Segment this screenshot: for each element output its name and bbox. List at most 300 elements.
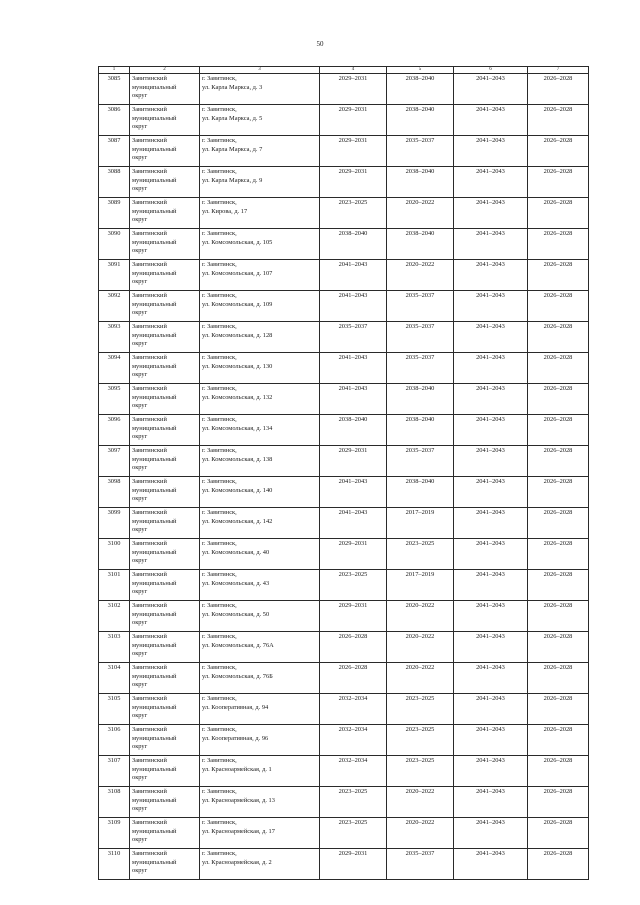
address-cell-line: г. Завитинск, [202, 726, 237, 733]
municipality-cell-line: Завитинский [132, 447, 167, 454]
period-cell-7: 2026–2028 [528, 756, 589, 787]
row-number: 3104 [99, 663, 130, 694]
address-cell [200, 694, 320, 725]
period-cell-6: 2041–2043 [454, 508, 528, 539]
municipality-cell-line: Завитинский [132, 602, 167, 609]
municipality-cell [130, 725, 200, 756]
period-cell-6: 2041–2043 [454, 198, 528, 229]
address-cell-line: ул. Карла Маркса, д. 3 [202, 83, 263, 91]
municipality-cell-line: муниципальный [132, 362, 177, 370]
municipality-cell-line: муниципальный [132, 827, 177, 835]
column-number: 6 [454, 67, 528, 74]
address-cell [200, 632, 320, 663]
period-cell-7: 2026–2028 [528, 229, 589, 260]
municipality-cell [130, 849, 200, 880]
municipality-cell-line: округ [132, 278, 148, 286]
municipality-cell-line: муниципальный [132, 548, 177, 556]
address-cell [200, 756, 320, 787]
municipality-cell-line: муниципальный [132, 114, 177, 122]
address-cell [200, 353, 320, 384]
address-cell-line: ул. Комсомольская, д. 142 [202, 517, 273, 525]
column-number: 7 [528, 67, 589, 74]
table-row [99, 508, 589, 539]
period-cell-4: 2023–2025 [320, 570, 387, 601]
period-cell-7: 2026–2028 [528, 415, 589, 446]
period-cell-6: 2041–2043 [454, 787, 528, 818]
municipality-cell-line: муниципальный [132, 238, 177, 246]
table-row [99, 818, 589, 849]
period-cell-6: 2041–2043 [454, 477, 528, 508]
period-cell-5: 2038–2040 [387, 74, 454, 105]
registry-table [98, 66, 589, 880]
period-cell-5: 2038–2040 [387, 415, 454, 446]
address-cell-line: ул. Комсомольская, д. 107 [202, 269, 273, 277]
address-cell-line: ул. Карла Маркса, д. 9 [202, 176, 263, 184]
row-number: 3090 [99, 229, 130, 260]
municipality-cell-line: муниципальный [132, 300, 177, 308]
municipality-cell [130, 291, 200, 322]
period-cell-5: 2020–2022 [387, 260, 454, 291]
municipality-cell-line: Завитинский [132, 850, 167, 857]
municipality-cell-line: муниципальный [132, 207, 177, 215]
period-cell-7: 2026–2028 [528, 632, 589, 663]
period-cell-6: 2041–2043 [454, 663, 528, 694]
municipality-cell-line: муниципальный [132, 145, 177, 153]
municipality-cell-line: округ [132, 464, 148, 472]
period-cell-6: 2041–2043 [454, 74, 528, 105]
address-cell [200, 725, 320, 756]
municipality-cell [130, 198, 200, 229]
table-row [99, 694, 589, 725]
table-row [99, 415, 589, 446]
address-cell-line: г. Завитинск, [202, 695, 237, 702]
municipality-cell [130, 229, 200, 260]
table-row [99, 477, 589, 508]
period-cell-4: 2041–2043 [320, 384, 387, 415]
address-cell [200, 322, 320, 353]
row-number: 3100 [99, 539, 130, 570]
address-cell [200, 477, 320, 508]
period-cell-6: 2041–2043 [454, 260, 528, 291]
address-cell-line: г. Завитинск, [202, 323, 237, 330]
address-cell-line: г. Завитинск, [202, 788, 237, 795]
address-cell-line: ул. Комсомольская, д. 128 [202, 331, 273, 339]
municipality-cell [130, 74, 200, 105]
address-cell-line: г. Завитинск, [202, 478, 237, 485]
municipality-cell [130, 601, 200, 632]
address-cell [200, 260, 320, 291]
table-row [99, 167, 589, 198]
period-cell-7: 2026–2028 [528, 260, 589, 291]
period-cell-6: 2041–2043 [454, 601, 528, 632]
municipality-cell [130, 136, 200, 167]
table-row [99, 663, 589, 694]
address-cell-line: ул. Комсомольская, д. 138 [202, 455, 273, 463]
table-row [99, 632, 589, 663]
period-cell-5: 2038–2040 [387, 167, 454, 198]
municipality-cell [130, 632, 200, 663]
table-row [99, 198, 589, 229]
municipality-cell-line: округ [132, 774, 148, 782]
row-number: 3087 [99, 136, 130, 167]
address-cell-line: ул. Комсомольская, д. 140 [202, 486, 273, 494]
address-cell-line: г. Завитинск, [202, 261, 237, 268]
table-header [99, 67, 589, 74]
table-row [99, 260, 589, 291]
address-cell-line: г. Завитинск, [202, 385, 237, 392]
period-cell-7: 2026–2028 [528, 353, 589, 384]
municipality-cell-line: Завитинский [132, 788, 167, 795]
table-row [99, 849, 589, 880]
municipality-cell-line: муниципальный [132, 83, 177, 91]
address-cell-line: ул. Карла Маркса, д. 5 [202, 114, 263, 122]
column-number: 1 [99, 67, 130, 74]
row-number: 3109 [99, 818, 130, 849]
municipality-cell-line: округ [132, 185, 148, 193]
municipality-cell-line: округ [132, 309, 148, 317]
period-cell-4: 2041–2043 [320, 260, 387, 291]
municipality-cell-line: муниципальный [132, 610, 177, 618]
period-cell-6: 2041–2043 [454, 756, 528, 787]
municipality-cell-line: округ [132, 743, 148, 751]
municipality-cell-line: муниципальный [132, 176, 177, 184]
row-number: 3086 [99, 105, 130, 136]
address-cell-line: г. Завитинск, [202, 199, 237, 206]
address-cell-line: г. Завитинск, [202, 137, 237, 144]
period-cell-6: 2041–2043 [454, 539, 528, 570]
period-cell-6: 2041–2043 [454, 229, 528, 260]
municipality-cell [130, 167, 200, 198]
municipality-cell-line: округ [132, 681, 148, 689]
period-cell-7: 2026–2028 [528, 322, 589, 353]
period-cell-4: 2029–2031 [320, 167, 387, 198]
municipality-cell-line: муниципальный [132, 393, 177, 401]
period-cell-4: 2032–2034 [320, 694, 387, 725]
address-cell-line: г. Завитинск, [202, 509, 237, 516]
row-number: 3098 [99, 477, 130, 508]
municipality-cell-line: муниципальный [132, 796, 177, 804]
period-cell-6: 2041–2043 [454, 322, 528, 353]
period-cell-7: 2026–2028 [528, 601, 589, 632]
row-number: 3092 [99, 291, 130, 322]
municipality-cell-line: муниципальный [132, 579, 177, 587]
address-cell-line: ул. Комсомольская, д. 76А [202, 641, 274, 649]
municipality-cell-line: муниципальный [132, 517, 177, 525]
municipality-cell-line: Завитинский [132, 509, 167, 516]
municipality-cell-line: округ [132, 92, 148, 100]
address-cell-line: г. Завитинск, [202, 447, 237, 454]
period-cell-4: 2038–2040 [320, 415, 387, 446]
address-cell-line: г. Завитинск, [202, 571, 237, 578]
address-cell-line: г. Завитинск, [202, 602, 237, 609]
municipality-cell-line: округ [132, 340, 148, 348]
municipality-cell-line: округ [132, 867, 148, 875]
municipality-cell-line: округ [132, 216, 148, 224]
period-cell-7: 2026–2028 [528, 74, 589, 105]
row-number: 3095 [99, 384, 130, 415]
table-row [99, 353, 589, 384]
table-row [99, 725, 589, 756]
municipality-cell [130, 105, 200, 136]
address-cell [200, 74, 320, 105]
row-number: 3108 [99, 787, 130, 818]
municipality-cell-line: округ [132, 712, 148, 720]
period-cell-6: 2041–2043 [454, 818, 528, 849]
period-cell-7: 2026–2028 [528, 198, 589, 229]
municipality-cell-line: муниципальный [132, 424, 177, 432]
period-cell-4: 2029–2031 [320, 601, 387, 632]
period-cell-4: 2029–2031 [320, 136, 387, 167]
period-cell-5: 2017–2019 [387, 570, 454, 601]
period-cell-7: 2026–2028 [528, 787, 589, 818]
municipality-cell-line: муниципальный [132, 734, 177, 742]
table-row [99, 787, 589, 818]
address-cell [200, 198, 320, 229]
column-number: 2 [130, 67, 200, 74]
period-cell-5: 2023–2025 [387, 725, 454, 756]
municipality-cell-line: Завитинский [132, 199, 167, 206]
period-cell-5: 2038–2040 [387, 477, 454, 508]
period-cell-6: 2041–2043 [454, 570, 528, 601]
address-cell-line: г. Завитинск, [202, 168, 237, 175]
period-cell-5: 2035–2037 [387, 136, 454, 167]
address-cell [200, 291, 320, 322]
municipality-cell-line: Завитинский [132, 323, 167, 330]
period-cell-5: 2035–2037 [387, 291, 454, 322]
address-cell [200, 384, 320, 415]
address-cell-line: г. Завитинск, [202, 819, 237, 826]
address-cell-line: ул. Красноармейская, д. 2 [202, 858, 272, 866]
period-cell-5: 2023–2025 [387, 539, 454, 570]
row-number: 3101 [99, 570, 130, 601]
period-cell-4: 2041–2043 [320, 477, 387, 508]
table-row [99, 74, 589, 105]
municipality-cell-line: округ [132, 154, 148, 162]
address-cell [200, 601, 320, 632]
period-cell-5: 2020–2022 [387, 632, 454, 663]
address-cell [200, 539, 320, 570]
row-number: 3096 [99, 415, 130, 446]
municipality-cell-line: округ [132, 247, 148, 255]
address-cell-line: ул. Комсомольская, д. 50 [202, 610, 270, 618]
address-cell-line: г. Завитинск, [202, 850, 237, 857]
period-cell-5: 2035–2037 [387, 849, 454, 880]
address-cell-line: ул. Комсомольская, д. 43 [202, 579, 270, 587]
column-number-row [99, 67, 589, 74]
row-number: 3106 [99, 725, 130, 756]
municipality-cell [130, 415, 200, 446]
period-cell-7: 2026–2028 [528, 446, 589, 477]
period-cell-5: 2020–2022 [387, 787, 454, 818]
municipality-cell [130, 787, 200, 818]
period-cell-4: 2038–2040 [320, 229, 387, 260]
municipality-cell-line: округ [132, 433, 148, 441]
row-number: 3110 [99, 849, 130, 880]
period-cell-4: 2029–2031 [320, 105, 387, 136]
period-cell-6: 2041–2043 [454, 694, 528, 725]
address-cell-line: ул. Кооперативная, д. 94 [202, 703, 269, 711]
address-cell-line: г. Завитинск, [202, 106, 237, 113]
row-number: 3091 [99, 260, 130, 291]
row-number: 3085 [99, 74, 130, 105]
period-cell-6: 2041–2043 [454, 725, 528, 756]
municipality-cell-line: Завитинский [132, 571, 167, 578]
municipality-cell-line: муниципальный [132, 858, 177, 866]
municipality-cell-line: округ [132, 619, 148, 627]
address-cell-line: ул. Красноармейская, д. 1 [202, 765, 272, 773]
period-cell-7: 2026–2028 [528, 849, 589, 880]
municipality-cell-line: Завитинский [132, 726, 167, 733]
municipality-cell [130, 539, 200, 570]
address-cell-line: ул. Комсомольская, д. 132 [202, 393, 273, 401]
address-cell-line: ул. Красноармейская, д. 17 [202, 827, 275, 835]
period-cell-6: 2041–2043 [454, 632, 528, 663]
period-cell-4: 2029–2031 [320, 446, 387, 477]
table-row [99, 601, 589, 632]
address-cell [200, 105, 320, 136]
municipality-cell-line: Завитинский [132, 137, 167, 144]
address-cell-line: ул. Красноармейская, д. 13 [202, 796, 275, 804]
column-number: 5 [387, 67, 454, 74]
address-cell-line: ул. Комсомольская, д. 76Б [202, 672, 273, 680]
municipality-cell-line: Завитинский [132, 354, 167, 361]
period-cell-4: 2041–2043 [320, 508, 387, 539]
period-cell-4: 2041–2043 [320, 353, 387, 384]
column-number: 3 [200, 67, 320, 74]
municipality-cell-line: Завитинский [132, 664, 167, 671]
municipality-cell-line: округ [132, 805, 148, 813]
period-cell-4: 2023–2025 [320, 818, 387, 849]
period-cell-4: 2029–2031 [320, 74, 387, 105]
period-cell-6: 2041–2043 [454, 291, 528, 322]
row-number: 3089 [99, 198, 130, 229]
address-cell-line: г. Завитинск, [202, 75, 237, 82]
period-cell-7: 2026–2028 [528, 291, 589, 322]
period-cell-6: 2041–2043 [454, 849, 528, 880]
municipality-cell-line: муниципальный [132, 765, 177, 773]
period-cell-6: 2041–2043 [454, 446, 528, 477]
municipality-cell [130, 570, 200, 601]
municipality-cell-line: Завитинский [132, 385, 167, 392]
municipality-cell-line: муниципальный [132, 331, 177, 339]
period-cell-5: 2035–2037 [387, 322, 454, 353]
municipality-cell-line: муниципальный [132, 703, 177, 711]
municipality-cell-line: округ [132, 123, 148, 131]
row-number: 3094 [99, 353, 130, 384]
address-cell [200, 229, 320, 260]
table-row [99, 384, 589, 415]
period-cell-4: 2029–2031 [320, 539, 387, 570]
address-cell [200, 570, 320, 601]
table-row [99, 539, 589, 570]
table-row [99, 229, 589, 260]
period-cell-7: 2026–2028 [528, 167, 589, 198]
column-number: 4 [320, 67, 387, 74]
period-cell-7: 2026–2028 [528, 136, 589, 167]
period-cell-5: 2020–2022 [387, 198, 454, 229]
row-number: 3102 [99, 601, 130, 632]
address-cell [200, 136, 320, 167]
municipality-cell-line: округ [132, 836, 148, 844]
municipality-cell [130, 694, 200, 725]
table-row [99, 570, 589, 601]
address-cell [200, 663, 320, 694]
period-cell-7: 2026–2028 [528, 539, 589, 570]
address-cell [200, 508, 320, 539]
address-cell [200, 787, 320, 818]
municipality-cell-line: округ [132, 557, 148, 565]
municipality-cell [130, 260, 200, 291]
period-cell-7: 2026–2028 [528, 105, 589, 136]
address-cell-line: г. Завитинск, [202, 633, 237, 640]
municipality-cell-line: Завитинский [132, 633, 167, 640]
municipality-cell-line: Завитинский [132, 230, 167, 237]
period-cell-5: 2038–2040 [387, 384, 454, 415]
municipality-cell-line: муниципальный [132, 641, 177, 649]
municipality-cell-line: муниципальный [132, 269, 177, 277]
table-row [99, 446, 589, 477]
municipality-cell [130, 818, 200, 849]
address-cell-line: г. Завитинск, [202, 230, 237, 237]
period-cell-4: 2029–2031 [320, 849, 387, 880]
municipality-cell-line: округ [132, 371, 148, 379]
period-cell-6: 2041–2043 [454, 167, 528, 198]
municipality-cell-line: Завитинский [132, 695, 167, 702]
row-number: 3097 [99, 446, 130, 477]
period-cell-6: 2041–2043 [454, 105, 528, 136]
address-cell [200, 818, 320, 849]
municipality-cell-line: муниципальный [132, 455, 177, 463]
period-cell-5: 2020–2022 [387, 818, 454, 849]
row-number: 3105 [99, 694, 130, 725]
municipality-cell [130, 756, 200, 787]
period-cell-5: 2023–2025 [387, 694, 454, 725]
period-cell-6: 2041–2043 [454, 415, 528, 446]
table-row [99, 136, 589, 167]
address-cell-line: ул. Комсомольская, д. 134 [202, 424, 273, 432]
period-cell-5: 2035–2037 [387, 353, 454, 384]
address-cell-line: ул. Кирова, д. 17 [202, 207, 248, 215]
address-cell [200, 415, 320, 446]
address-cell-line: г. Завитинск, [202, 664, 237, 671]
address-cell-line: ул. Кооперативная, д. 96 [202, 734, 269, 742]
municipality-cell-line: Завитинский [132, 75, 167, 82]
period-cell-5: 2020–2022 [387, 601, 454, 632]
municipality-cell [130, 322, 200, 353]
table-row [99, 756, 589, 787]
municipality-cell-line: Завитинский [132, 819, 167, 826]
address-cell-line: ул. Комсомольская, д. 109 [202, 300, 273, 308]
period-cell-7: 2026–2028 [528, 508, 589, 539]
period-cell-4: 2041–2043 [320, 291, 387, 322]
period-cell-7: 2026–2028 [528, 725, 589, 756]
period-cell-7: 2026–2028 [528, 663, 589, 694]
period-cell-5: 2038–2040 [387, 229, 454, 260]
address-cell-line: г. Завитинск, [202, 292, 237, 299]
period-cell-7: 2026–2028 [528, 570, 589, 601]
address-cell-line: ул. Комсомольская, д. 40 [202, 548, 270, 556]
municipality-cell [130, 353, 200, 384]
address-cell [200, 446, 320, 477]
period-cell-7: 2026–2028 [528, 818, 589, 849]
municipality-cell-line: округ [132, 495, 148, 503]
municipality-cell-line: округ [132, 402, 148, 410]
municipality-cell-line: Завитинский [132, 540, 167, 547]
period-cell-6: 2041–2043 [454, 353, 528, 384]
row-number: 3093 [99, 322, 130, 353]
municipality-cell-line: муниципальный [132, 672, 177, 680]
period-cell-5: 2035–2037 [387, 446, 454, 477]
